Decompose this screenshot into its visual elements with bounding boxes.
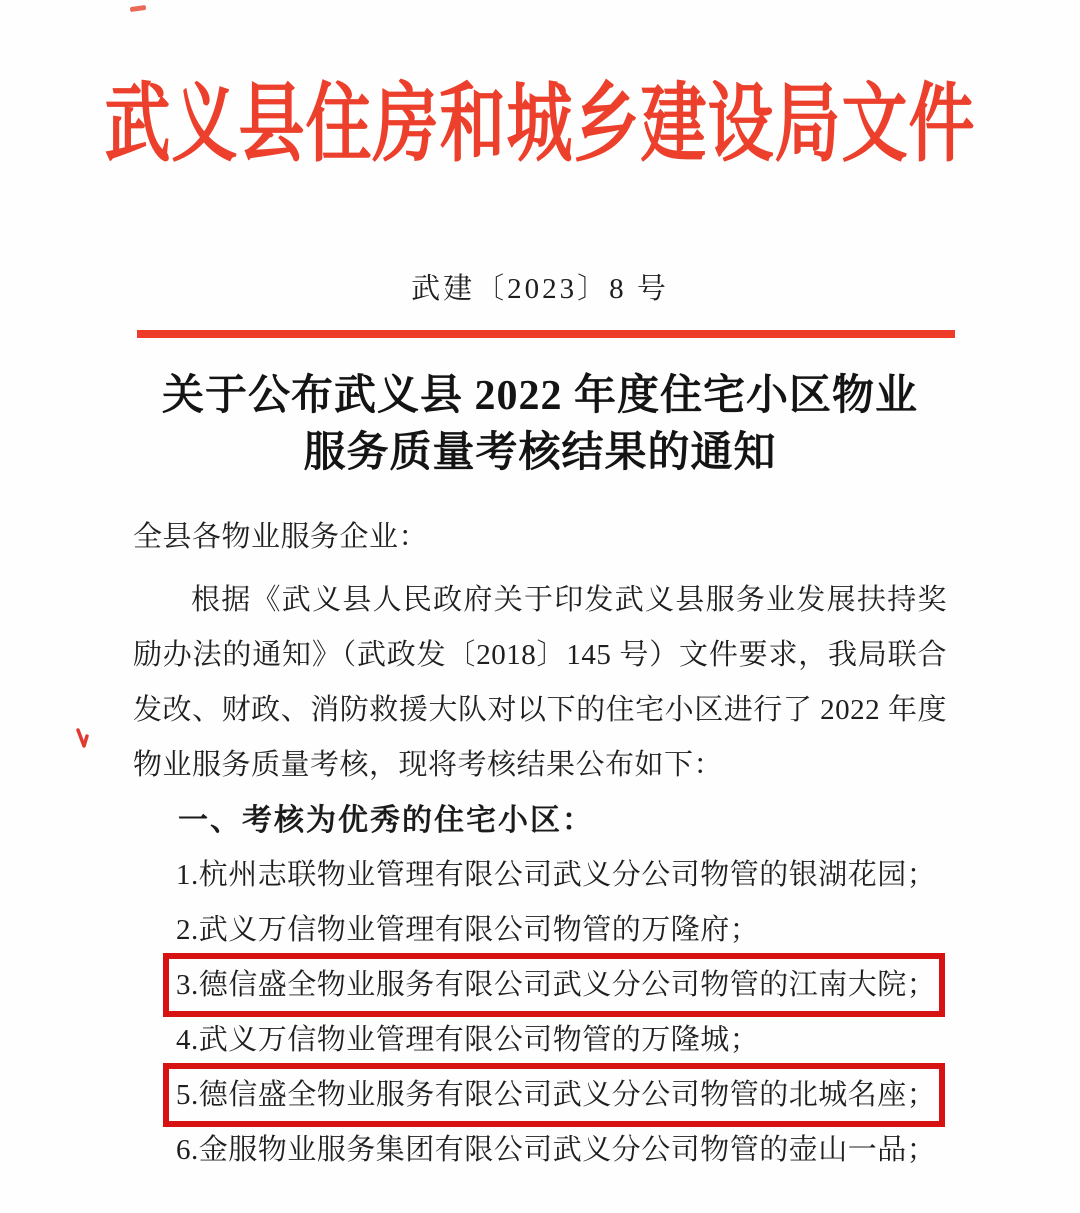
- paragraph-line-3: 发改、财政、消防救援大队对以下的住宅小区进行了 2022 年度: [133, 694, 947, 726]
- red-pen-mark: [72, 722, 94, 756]
- agency-header-title: 武义县住房和城乡建设局文件: [104, 77, 976, 173]
- list-item-text-highlighted: 3.德信盛全物业服务有限公司武义分公司物管的江南大院；: [176, 969, 937, 1001]
- list-item-text: 6.金服物业服务集团有限公司武义分公司物管的壶山一品；: [176, 1134, 937, 1166]
- paragraph-line-4: 物业服务质量考核，现将考核结果公布如下：: [133, 749, 724, 781]
- list-item-text-highlighted: 5.德信盛全物业服务有限公司武义分公司物管的北城名座；: [176, 1079, 937, 1111]
- paragraph-line-1: 根据《武义县人民政府关于印发武义县服务业发展扶持奖: [191, 584, 947, 616]
- red-divider-rule: [137, 330, 955, 338]
- salutation: 全县各物业服务企业：: [133, 521, 429, 553]
- document-title-line-1: 关于公布武义县 2022 年度住宅小区物业: [161, 373, 918, 419]
- highlight-box-item-3: [163, 953, 945, 1017]
- list-item-2: [176, 913, 759, 947]
- list-item-text: 2.武义万信物业管理有限公司物管的万隆府；: [176, 914, 760, 946]
- document-title-line-2: 服务质量考核结果的通知: [303, 430, 777, 476]
- document-number: 武建〔2023〕8 号: [411, 273, 669, 305]
- list-item-1: [176, 858, 936, 892]
- red-ink-speck: [130, 5, 147, 12]
- list-item-text: 1.杭州志联物业管理有限公司武义分公司物管的银湖花园；: [176, 859, 937, 891]
- paragraph-line-2: 励办法的通知》（武政发〔2018〕145 号）文件要求，我局联合: [133, 639, 947, 671]
- section-heading: 一、考核为优秀的住宅小区：: [178, 804, 594, 837]
- list-item-4: [176, 1023, 759, 1057]
- list-item-6: [176, 1133, 936, 1167]
- document-title: [0, 368, 1080, 482]
- highlight-box-item-5: [163, 1063, 945, 1127]
- list-item-text: 4.武义万信物业管理有限公司物管的万隆城；: [176, 1024, 760, 1056]
